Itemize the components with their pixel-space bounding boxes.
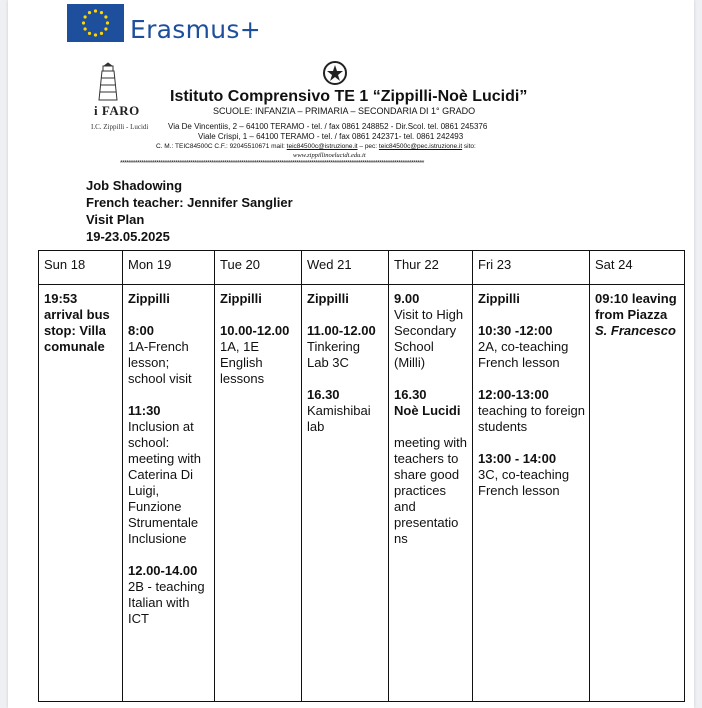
activity-text: teaching to foreign students: [478, 403, 585, 434]
activity-text: 1A-French lesson; school visit: [128, 339, 192, 386]
visit-teacher: French teacher: Jennifer Sanglier: [86, 195, 293, 210]
time-label: 13:00 - 14:00: [478, 451, 557, 466]
visit-plan-title: Visit Plan: [86, 212, 145, 227]
day-cell-tue: [215, 285, 302, 702]
school-label: Zippilli: [478, 291, 520, 306]
school-address-2: Viale Crispi, 1 – 64100 TERAMO - tel. / fax 0861 242371- tel. 0861 242493: [198, 132, 464, 141]
activity-text: Inclusion at school: meeting with Caterina Di Luigi, Funzione Strumentale Inclusione: [128, 419, 201, 546]
activity-text: Visit to High Secondary School (Milli): [394, 307, 464, 370]
time-label: 12.00-14.00: [128, 563, 198, 578]
faro-logo-caption: I.C. Zippilli - Lucidi: [91, 123, 149, 131]
day-cell-wed: [302, 285, 389, 702]
departure-place: S. Francesco: [595, 323, 676, 338]
pec-prefix: – pec:: [357, 143, 379, 150]
header-divider: ***********************************************************************************************************************************************: [120, 160, 424, 167]
day-header: Wed 21: [302, 251, 389, 285]
day-cell-fri: [473, 285, 590, 702]
erasmus-logo-text: Erasmus+: [130, 15, 261, 44]
schedule-body-row: [39, 285, 685, 702]
site-prefix: sito:: [462, 143, 476, 150]
school-levels: SCUOLE: INFANZIA – PRIMARIA – SECONDARIA DI 1° GRADO: [213, 106, 476, 116]
time-label: 8:00: [128, 323, 155, 338]
day-header: Mon 19: [123, 251, 215, 285]
school-name: Istituto Comprensivo TE 1 “Zippilli-Noè Lucidi”: [170, 88, 528, 105]
activity-text: meeting with teachers to share good practices and presentatio ns: [394, 435, 467, 546]
visit-dates: 19-23.05.2025: [86, 229, 170, 244]
schedule-header-row: [39, 251, 685, 285]
activity-text: 2A, co-teaching French lesson: [478, 339, 569, 370]
school-label: Zippilli: [220, 291, 262, 306]
time-label: 12:00-13:00: [478, 387, 549, 402]
visit-info: [86, 177, 293, 245]
departure-text: 09:10 leaving from Piazza: [595, 291, 677, 322]
time-label: 11:30: [128, 403, 161, 418]
activity-text: 3C, co-teaching French lesson: [478, 467, 570, 498]
activity-text: 1A, 1E English lessons: [220, 339, 265, 386]
visit-type: Job Shadowing: [86, 178, 183, 193]
day-header: Sat 24: [590, 251, 685, 285]
activity-text: Kamishibai lab: [307, 403, 371, 434]
day-cell-mon: [123, 285, 215, 702]
time-label: 16.30: [394, 387, 427, 402]
day-header: Tue 20: [215, 251, 302, 285]
day-cell-thu: [389, 285, 473, 702]
faro-logo-text: i FARO: [94, 103, 140, 118]
school-codes: [156, 143, 476, 150]
eu-flag-icon: [67, 4, 124, 42]
activity-text: 2B - teaching Italian with ICT: [128, 579, 205, 626]
codes-prefix: C. M.: TEIC84500C C.F.: 92045510671 mail:: [156, 143, 287, 150]
email-link[interactable]: teic84500c@istruzione.it: [286, 143, 358, 150]
activity-text: Tinkering Lab 3C: [307, 339, 360, 370]
day-header: Fri 23: [473, 251, 590, 285]
schedule-table: [38, 250, 685, 702]
time-label: 11.00-12.00: [307, 323, 376, 338]
day-cell-sun: [39, 285, 123, 702]
school-address-1: Via De Vincentiis, 2 – 64100 TERAMO - tel. / fax 0861 248852 - Dir.Scol. tel. 0861 245376: [168, 122, 488, 131]
time-label: 10.00-12.00: [220, 323, 290, 338]
day-header: Sun 18: [39, 251, 123, 285]
school-label: Noè Lucidi: [394, 403, 461, 418]
pec-link[interactable]: teic84500c@pec.istruzione.it: [378, 143, 463, 150]
document-page: [8, 0, 694, 708]
website-link[interactable]: www.zippillinoelucidi.edu.it: [293, 152, 366, 159]
day-cell-sat: [590, 285, 685, 702]
italian-emblem-icon: [322, 60, 348, 86]
time-label: 10:30 -12:00: [478, 323, 553, 338]
school-label: Zippilli: [307, 291, 349, 306]
day-header: Thur 22: [389, 251, 473, 285]
school-label: Zippilli: [128, 291, 170, 306]
arrival-text: 19:53 arrival bus stop: Villa comunale: [44, 291, 110, 354]
time-label: 9.00: [394, 291, 420, 306]
time-label: 16.30: [307, 387, 340, 402]
